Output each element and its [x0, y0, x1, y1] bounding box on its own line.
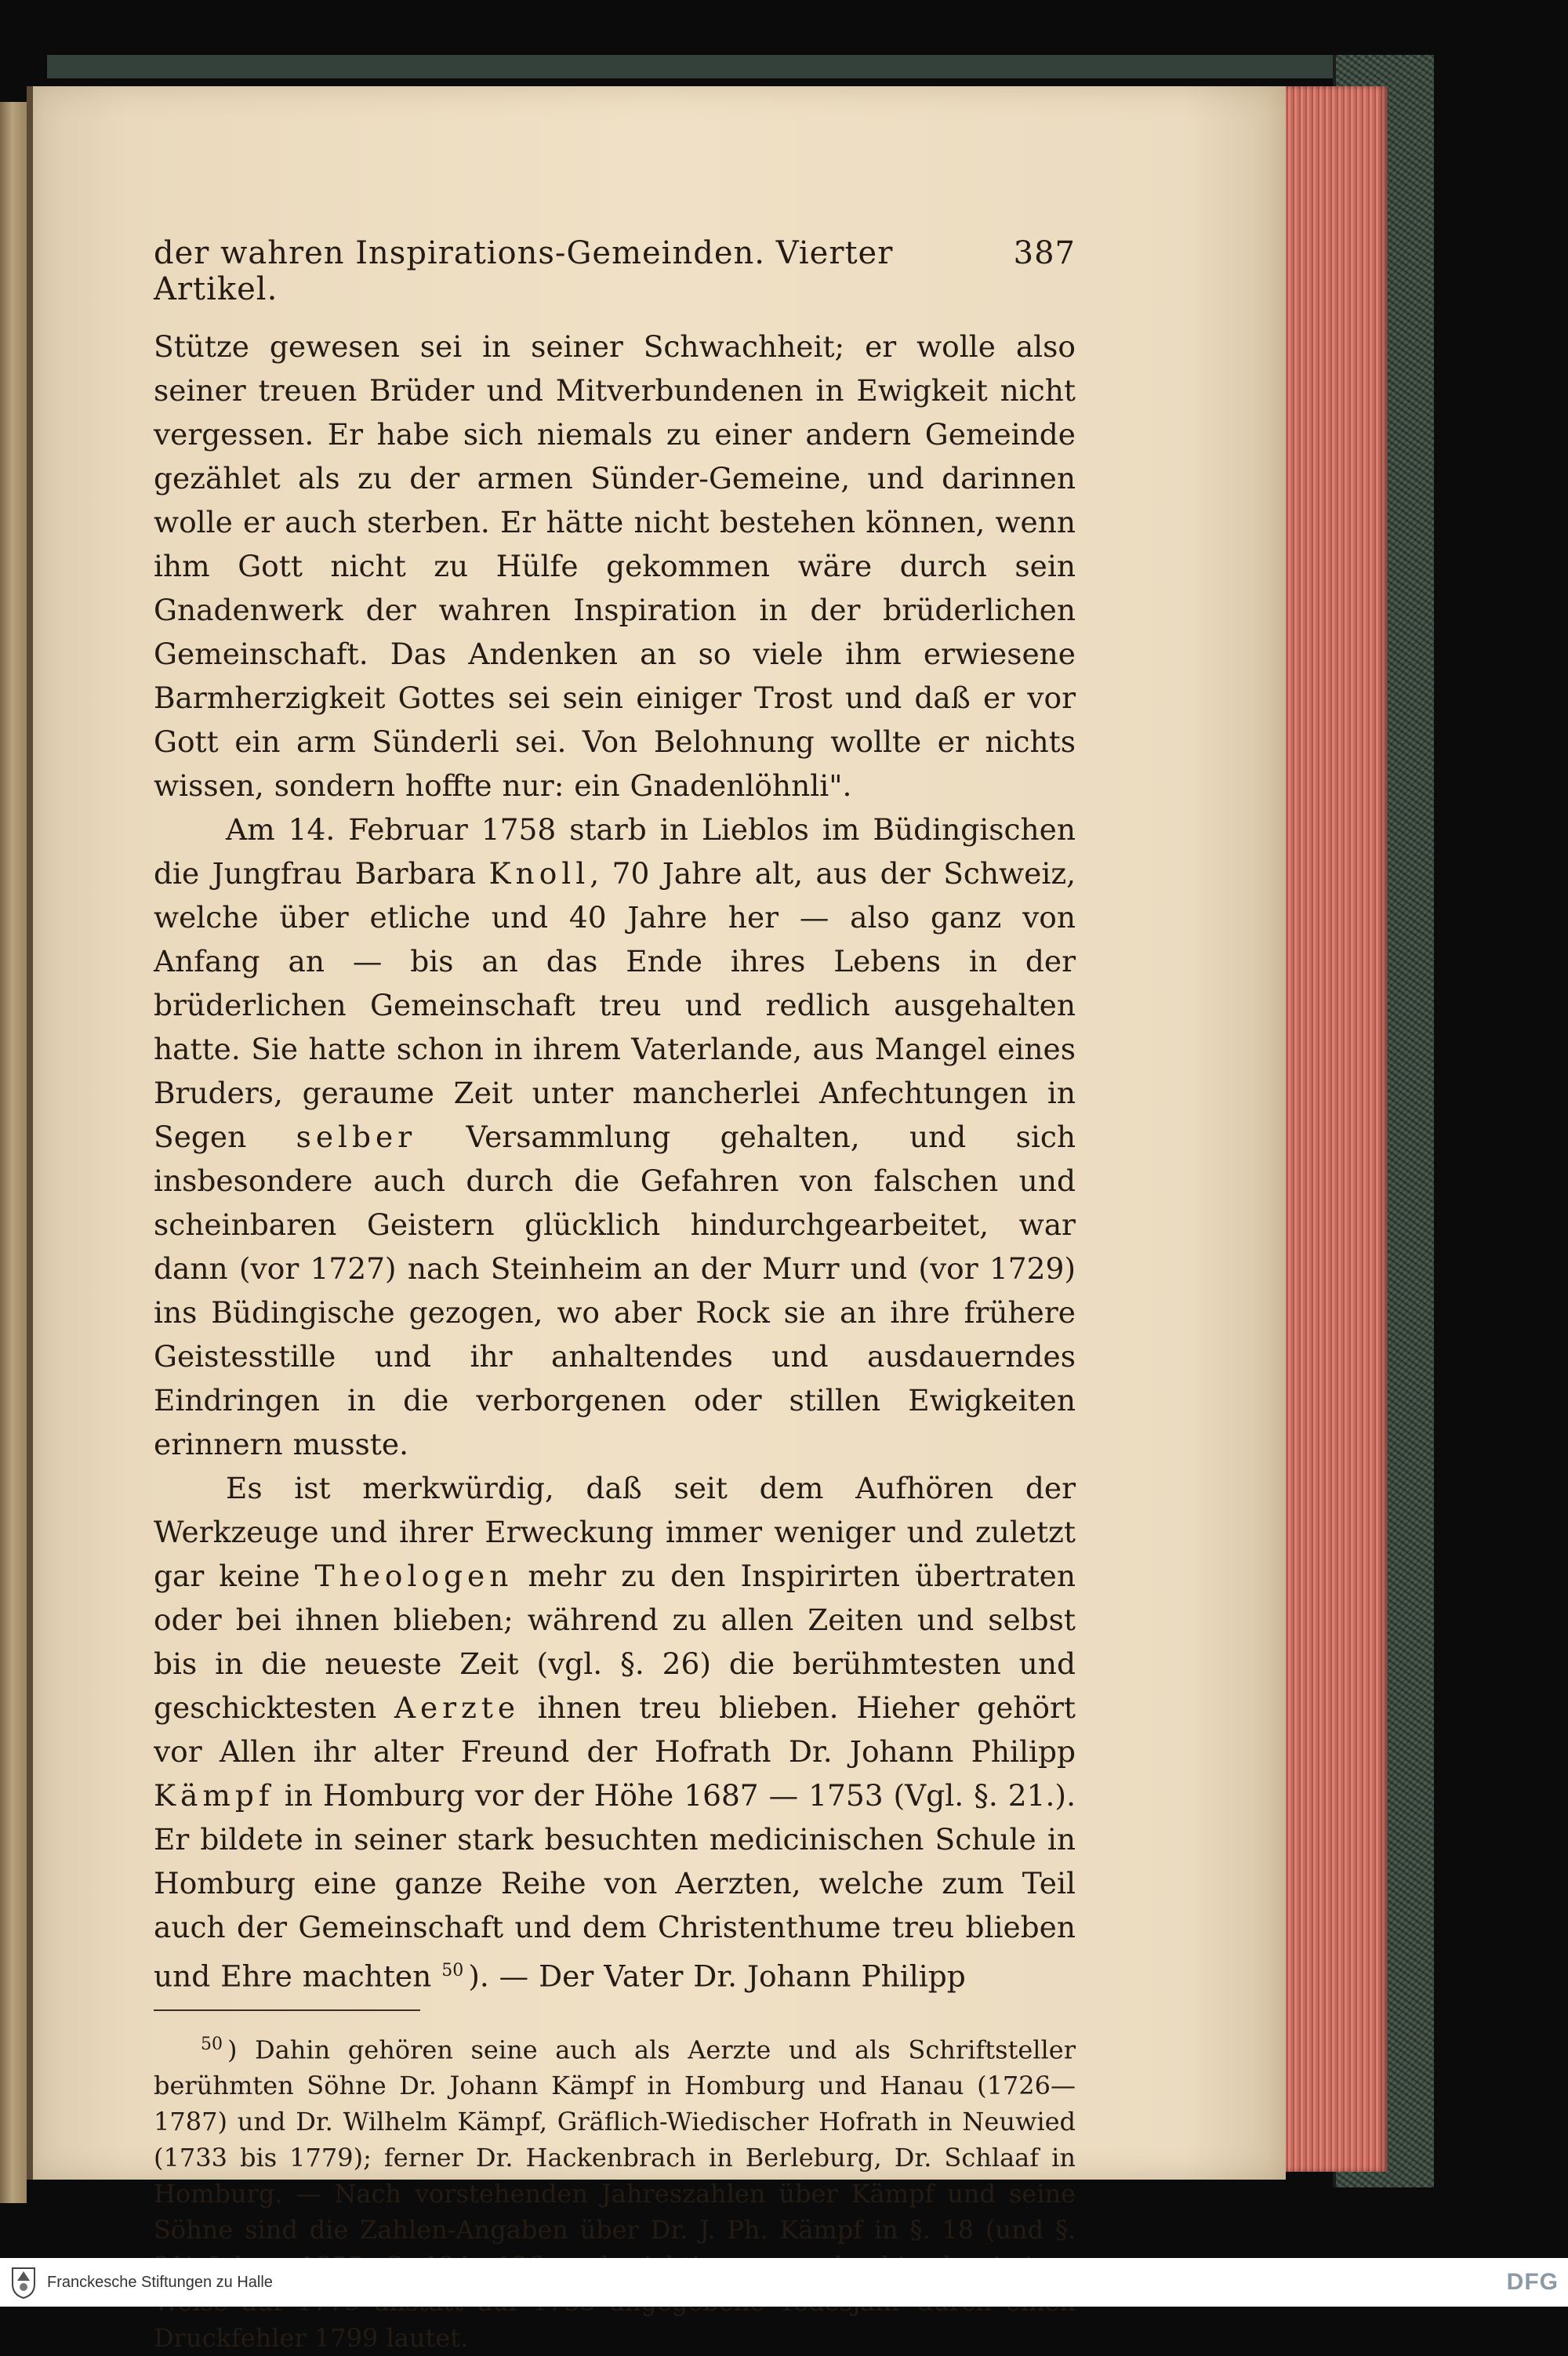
running-head	[154, 235, 1076, 307]
credit-strip	[0, 2258, 1568, 2307]
footnote-marker: 50	[201, 2035, 223, 2054]
paragraph-3	[154, 1466, 1076, 1998]
footnote-reference[interactable]: 50	[441, 1961, 463, 1980]
footnote-text: ) Dahin gehören seine auch als Aerzte und als Schriftsteller berühmten Söhne Dr. Johann Kämpf in Homburg und Hanau (1726—1787) und Dr. Wilhelm Kämpf, Gräflich-Wiedischer Hofrath in Neuwied (1733 bis 1779); ferner Dr. Hackenbrach in Berleburg, Dr. Schlaaf in Homburg. — Nach vorstehenden Jahreszahlen über Kämpf und seine Söhne sind die Zahlen-Angaben über Dr. J. Ph. Kämpf in §. 18 (und §. Druckfehler 1799 lautet.	[154, 2035, 1076, 2353]
institution-credit[interactable]: Franckesche Stiftungen zu Halle	[47, 2274, 273, 2292]
word-selber: selber	[296, 1120, 417, 1154]
paragraph-3-text-d: in Homburg vor der Höhe 1687 — 1753 (Vgl. §. 21.). Er bildete in seiner stark besuchten medicinischen Schule in Homburg eine ganze Reihe von Aerzten, welche zum Teil auch der Gemeinschaft und dem Christenthume treu blieben und Ehre machten	[154, 1778, 1076, 1994]
paragraph-3-text-e: ). — Der Vater Dr. Johann Philipp	[468, 1959, 966, 1994]
paragraph-2-text-c: Versammlung gehalten, und sich insbesondere auch durch die Gefahren von falschen und scheinbaren Geistern glücklich hindurchgearbeitet, war dann (vor 1727) nach Steinheim an der Murr und (vor 1729) ins Büdingische gezogen, wo aber Rock sie an ihre frühere Geistesstille und ihr anhaltendes und ausdauerndes Eindringen in die verborgenen oder stillen Ewigkeiten erinnern musste.	[154, 1120, 1076, 1461]
paragraph-2-text-b: , 70 Jahre alt, aus der Schweiz, welche über etliche und 40 Jahre her — also ganz von Anfang an — bis an das Ende ihres Lebens in der brüderlichen Gemeinschaft treu und redlich ausgehalten hatte. Sie hatte schon in ihrem Vaterlande, aus Mangel eines Bruders, geraume Zeit unter mancherlei Anfechtungen in Segen	[154, 856, 1076, 1154]
gutter	[27, 86, 33, 2180]
paragraph-3-text-a: Es ist merkwürdig, daß seit dem Aufhören der Werkzeuge und ihrer Erweckung immer weniger und zuletzt gar keine	[154, 1471, 1076, 1593]
paragraph-3-text-b: mehr zu den Inspirirten übertraten oder bei ihnen blieben; während zu allen Zeiten und selbst bis in die neueste Zeit (vgl. §. 26) die berühmtesten und geschicktesten	[154, 1559, 1076, 1725]
book-cover-top	[47, 55, 1431, 78]
paragraph-2	[154, 808, 1076, 1466]
facing-page-edge	[0, 102, 27, 2203]
word-aerzte: Aerzte	[394, 1690, 520, 1725]
page-edges	[1278, 86, 1388, 2172]
page-number: 387	[1014, 235, 1076, 271]
paragraph-2-text-a: Am 14. Februar 1758 starb in Lieblos im Büdingischen die Jungfrau Barbara	[154, 812, 1076, 891]
name-knoll: Knoll	[489, 856, 590, 891]
crest-icon	[8, 2264, 39, 2300]
word-theologen: Theologen	[315, 1559, 514, 1593]
name-kaempf: Kämpf	[154, 1778, 274, 1813]
paragraph-1: Stütze gewesen sei in seiner Schwachheit; er wolle also seiner treuen Brüder und Mitverbundenen in Ewigkeit nicht vergessen. Er habe sich niemals zu einer andern Gemeinde gezählet als zu der armen Sünder-Gemeine, und darinnen wolle er auch sterben. Er hätte nicht bestehen können, wenn ihm Gott nicht zu Hülfe gekommen wäre durch sein Gnadenwerk der wahren Inspiration in der brüderlichen Gemeinschaft. Das Andenken an so viele ihm erwiesene Barmherzigkeit Gottes sei sein einiger Trost und daß er vor Gott ein arm Sünderli sei. Von Belohnung wollte er nichts wissen, sondern hoffte nur: ein Gnadenlöhnli".	[154, 325, 1076, 808]
paragraph-3-text-c: ihnen treu blieben. Hieher gehört vor Allen ihr alter Freund der Hofrath Dr. Johann Philipp	[154, 1690, 1076, 1769]
credit-left	[0, 2264, 273, 2300]
running-head-title: der wahren Inspirations-Gemeinden. Vierter Artikel.	[154, 235, 1014, 307]
body-text	[154, 325, 1076, 1998]
dfg-logo: DFG	[1507, 2269, 1568, 2296]
footnote-rule	[154, 2009, 420, 2011]
page-text-block	[154, 235, 1076, 2356]
